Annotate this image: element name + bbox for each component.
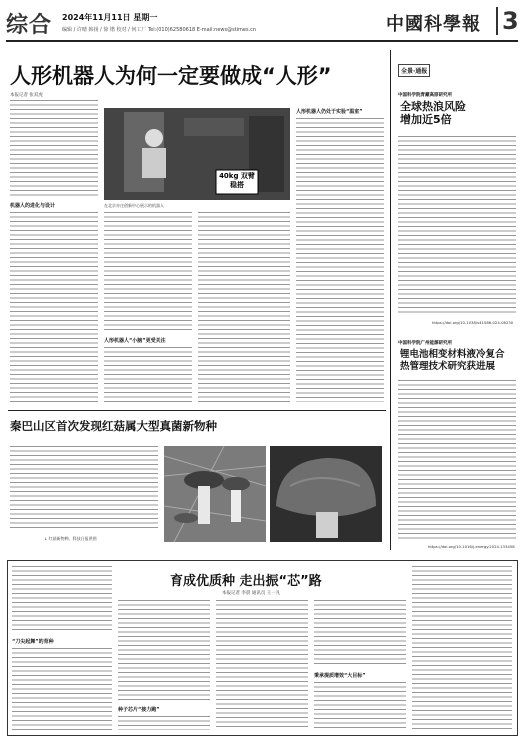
- newspaper-logo: 中國科學報: [386, 14, 481, 35]
- lead-col4-text: [296, 118, 384, 402]
- bottom-col4-text-b: [314, 682, 406, 730]
- bottom-col1-text-a: [12, 566, 112, 632]
- mushroom-photo-1: [164, 446, 266, 542]
- sidebar-divider: [390, 50, 391, 550]
- robot-illustration: [104, 108, 290, 200]
- sidebar-item2-title-line1: 锂电池相变材料液冷复合: [400, 349, 505, 360]
- editor-line: 编辑 / 许晴 韩扬 / 徐 锴 校对 / 何工厂 Tel:(010)62580618 E-mail:news@stimes.cn: [62, 27, 257, 33]
- header-rule: [6, 40, 518, 42]
- page-number: 3: [496, 7, 519, 35]
- lead-col2-text-b: [104, 347, 192, 402]
- sidebar-item1-title: [400, 100, 466, 126]
- sidebar-item2-url: https://doi.org/10.1016/j.energy.2024.133458: [428, 544, 515, 549]
- bottom-col1-text-b: [12, 648, 112, 730]
- bottom-subhead-2: 种子芯片“接力跑”: [118, 707, 160, 713]
- sidebar-item2-title: [400, 349, 505, 372]
- photo-sign-text: 40kg 双臂稳搭: [219, 172, 255, 189]
- sidebar-item1-title-line1: 全球热浪风险: [400, 100, 466, 113]
- fungus-text: [10, 446, 158, 530]
- fungus-caption: ↓ 红菇新物种。科技日报供图: [44, 536, 97, 541]
- robot-photo: [104, 108, 290, 200]
- mushroom-photo-2: [270, 446, 382, 542]
- lead-subhead-3: 人形机器人仍处于实验“温室”: [296, 109, 363, 115]
- bottom-col2-text-a: [118, 600, 210, 700]
- lead-subhead-2: 人形机器人“小脑”更受关注: [104, 338, 166, 344]
- section-name: 综合: [6, 13, 53, 38]
- lead-col1-text-b: [10, 212, 98, 402]
- lead-headline: 人形机器人为何一定要做成“人形”: [10, 64, 332, 88]
- photo-caption: 在北京亦庄创新中心展示的机器人: [104, 203, 164, 208]
- sidebar-item1-url: https://doi.org/10.1038/s41586-024-08230: [432, 320, 514, 325]
- bottom-col5-text: [412, 566, 512, 730]
- bottom-subhead-1: “刀尖起舞”的育种: [12, 639, 54, 645]
- bottom-subhead-3: 秉承提质增效“大目标”: [314, 673, 366, 679]
- mushroom-cluster-illustration: [164, 446, 266, 542]
- bottom-col3-text: [216, 600, 308, 730]
- lead-col1-text-a: [10, 100, 98, 198]
- lead-col2-text-a: [104, 212, 192, 332]
- lead-col3-text: [198, 212, 290, 402]
- lead-subhead-1: 机器人的进化与设计: [10, 203, 56, 209]
- sidebar-item1-source: 中国科学院青藏高原研究所: [398, 93, 452, 98]
- sidebar-item1-title-line2: 增加近5倍: [400, 113, 452, 126]
- mushroom-cap-illustration: [270, 446, 382, 542]
- lead-byline: 本报记者 张双虎: [10, 93, 43, 98]
- fungus-headline: 秦巴山区首次发现红菇属大型真菌新物种: [10, 419, 217, 433]
- bottom-col4-text-a: [314, 600, 406, 666]
- bottom-byline: 本报记者 李晨 通讯员 王一凡: [222, 591, 281, 596]
- sidebar-tag: 全景·通报: [398, 64, 430, 77]
- fungus-rule: [8, 410, 386, 411]
- sidebar-item2-source: 中国科学院广州能源研究所: [398, 341, 452, 346]
- sidebar-item2-text: [398, 380, 516, 540]
- bottom-col2-text-b: [118, 716, 210, 730]
- sidebar-item1-text: [398, 136, 516, 314]
- sidebar-item2-title-line2: 热管理技术研究获进展: [400, 360, 496, 372]
- issue-date: 2024年11月11日 星期一: [62, 13, 158, 22]
- bottom-headline: 育成优质种 走出振“芯”路: [170, 574, 322, 589]
